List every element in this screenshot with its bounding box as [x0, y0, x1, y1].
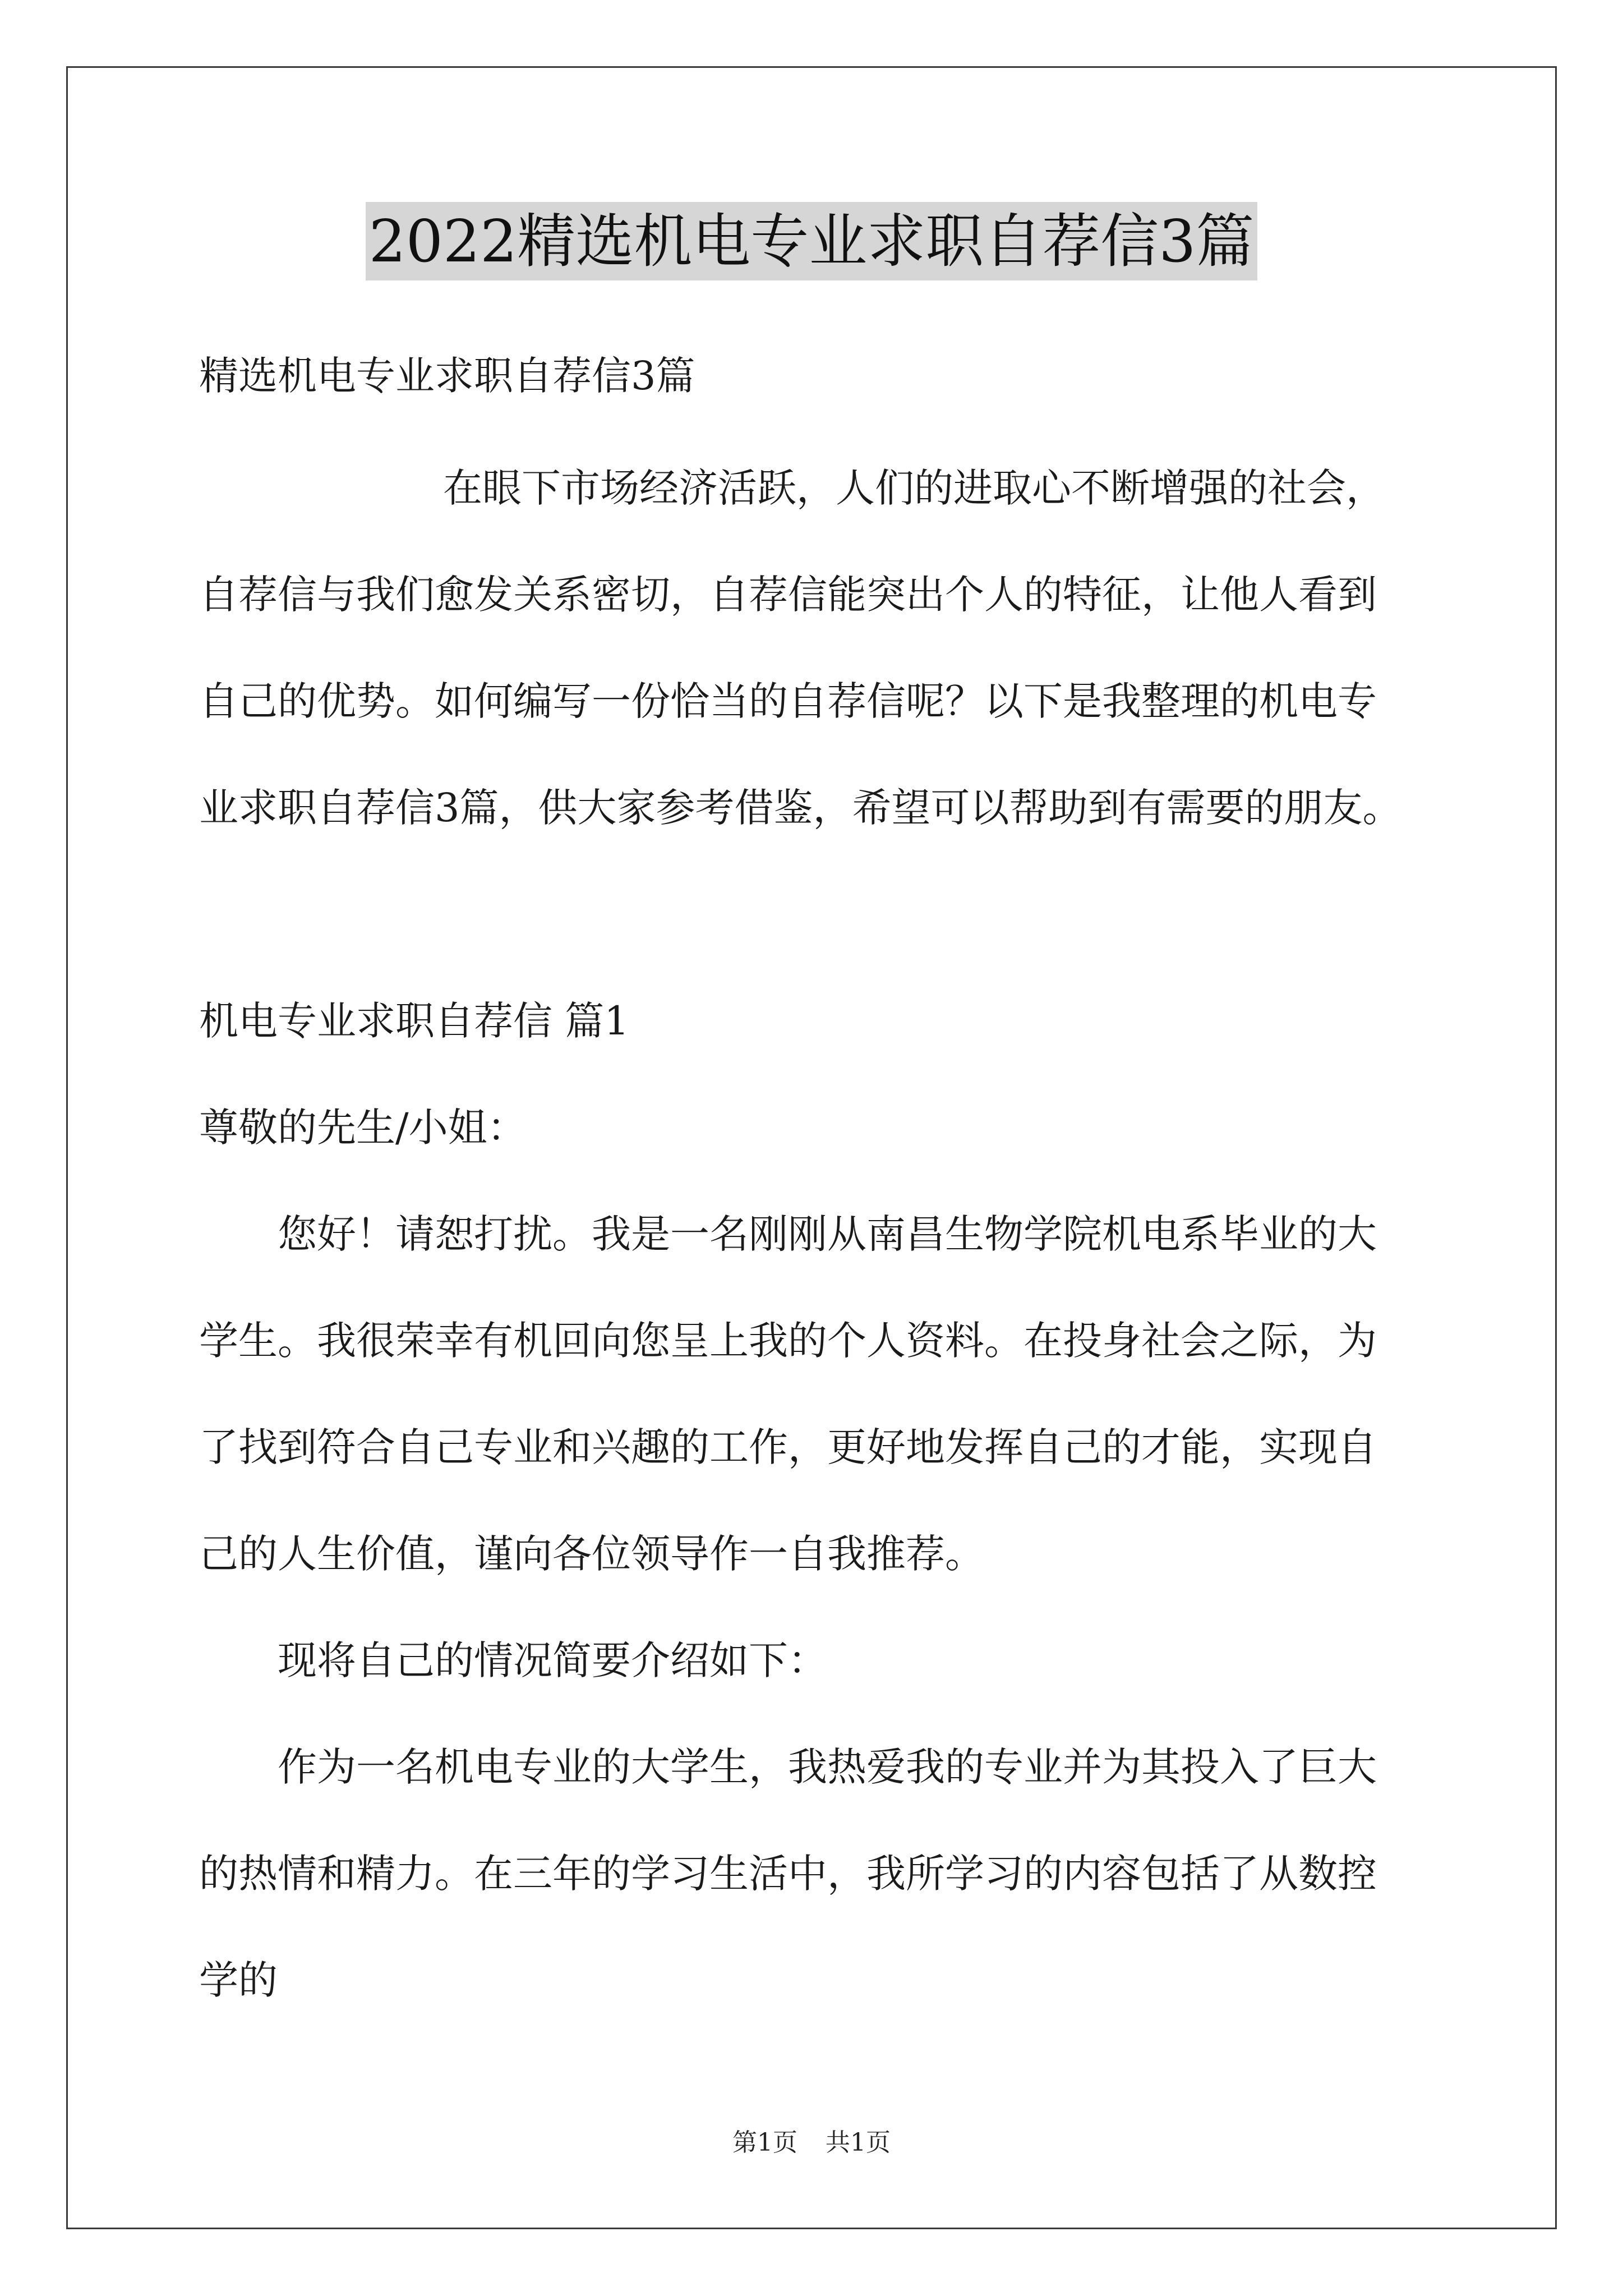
page-number: 第1页 [732, 2128, 797, 2157]
body-line-6: 作为一名机电专业的大学生，我热爱我的专业并为其投入了巨大 [278, 1744, 1377, 1790]
intro-line-1: 在眼下市场经济活跃，人们的进取心不断增强的社会， [443, 465, 1385, 511]
body-line-7: 的热情和精力。在三年的学习生活中，我所学习的内容包括了从数控 [199, 1851, 1377, 1897]
intro-line-4: 业求职自荐信3篇，供大家参考借鉴，希望可以帮助到有需要的朋友。 [199, 785, 1402, 831]
document-title: 2022精选机电专业求职自荐信3篇 [366, 202, 1258, 280]
subtitle: 精选机电专业求职自荐信3篇 [199, 353, 695, 399]
intro-line-3: 自己的优势。如何编写一份恰当的自荐信呢？以下是我整理的机电专 [199, 678, 1377, 724]
body-line-5: 现将自己的情况简要介绍如下： [278, 1637, 827, 1683]
page-footer [0, 2126, 1623, 2160]
title-container [0, 202, 1623, 280]
intro-line-2: 自荐信与我们愈发关系密切，自荐信能突出个人的特征，让他人看到 [199, 572, 1377, 618]
body-line-8: 学的 [199, 1957, 278, 2003]
body-line-2: 学生。我很荣幸有机回向您呈上我的个人资料。在投身社会之际，为 [199, 1318, 1377, 1364]
body-line-1: 您好！请恕打扰。我是一名刚刚从南昌生物学院机电系毕业的大 [278, 1211, 1377, 1257]
page-total: 共1页 [826, 2128, 891, 2157]
body-line-3: 了找到符合自己专业和兴趣的工作，更好地发挥自己的才能，实现自 [199, 1424, 1377, 1470]
salutation: 尊敬的先生/小姐： [199, 1105, 527, 1151]
body-line-4: 己的人生价值，谨向各位领导作一自我推荐。 [199, 1531, 984, 1577]
section-heading: 机电专业求职自荐信 篇1 [199, 998, 629, 1044]
